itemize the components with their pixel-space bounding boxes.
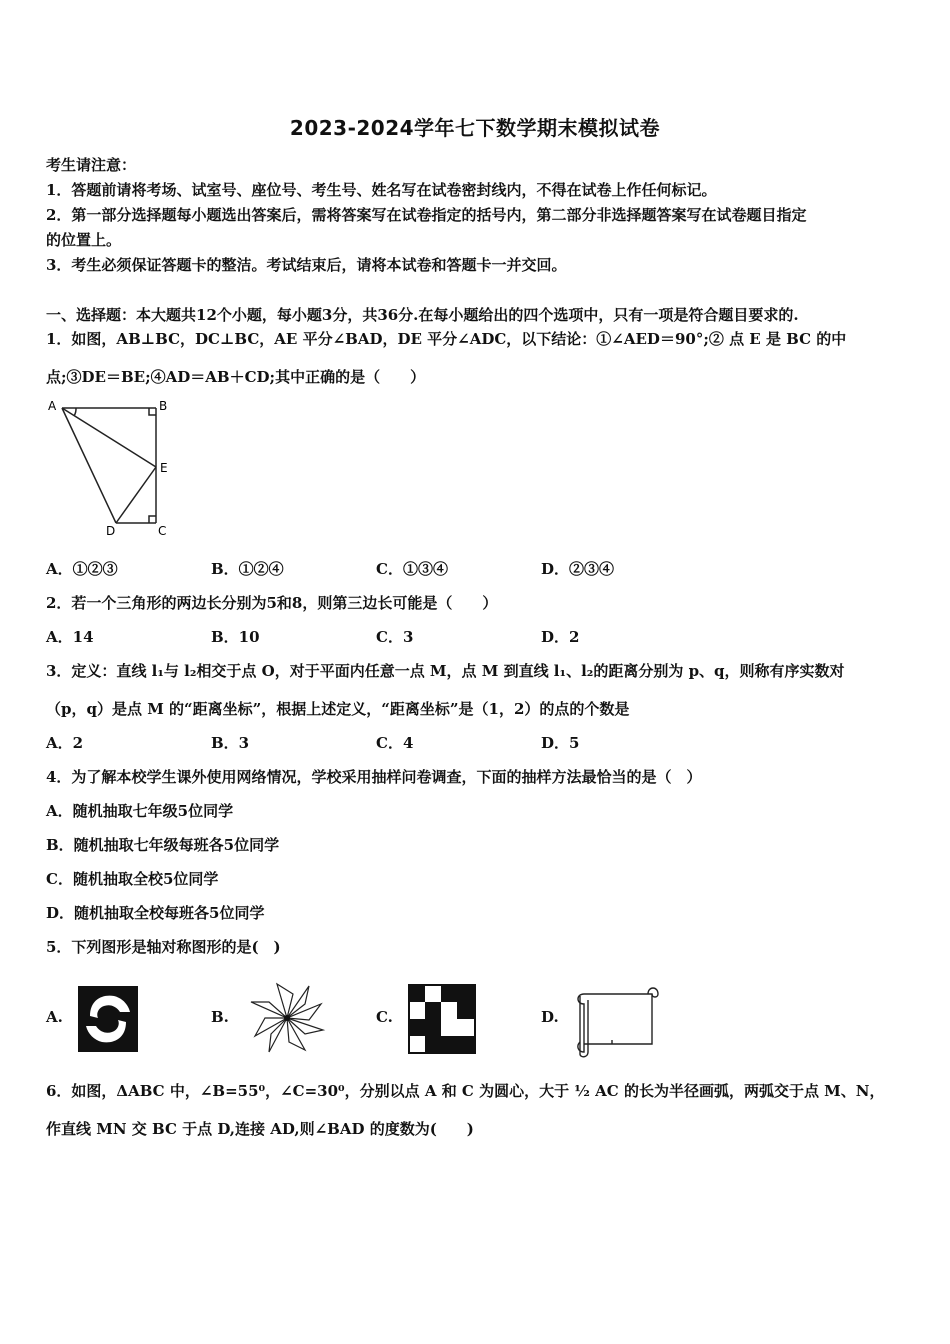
- scroll-right-curl: [648, 988, 658, 997]
- q4-option-a[interactable]: A．随机抽取七年级5位同学: [46, 802, 234, 820]
- q1-stem-line1: 1．如图，AB⊥BC，DC⊥BC，AE 平分∠BAD，DE 平分∠ADC，以下结论：①∠AED＝90°;② 点 E 是 BC 的中: [46, 330, 847, 348]
- right-angle-c: [149, 516, 156, 523]
- page-title: 2023-2024学年七下数学期末模拟试卷: [289, 116, 661, 140]
- q5-option-d-figure[interactable]: [572, 982, 660, 1058]
- q4-option-c[interactable]: C．随机抽取全校5位同学: [46, 870, 219, 888]
- q3-stem-line1: 3．定义：直线 l₁与 l₂相交于点 O，对于平面内任意一点 M，点 M 到直线 l₁、l₂的距离分别为 p、q，则称有序实数对: [46, 662, 845, 680]
- figure-c-block-2: [425, 1002, 441, 1019]
- q3-option-d[interactable]: D．5: [541, 734, 580, 752]
- q3-option-a[interactable]: A．2: [46, 734, 84, 752]
- scroll-left-roll: [578, 994, 584, 1052]
- q5-option-c-label[interactable]: C.: [376, 1008, 393, 1026]
- notice-item-3: 3．考生必须保证答题卡的整洁。考试结束后，请将本试卷和答题卡一并交回。: [46, 256, 567, 274]
- scroll-body: [584, 994, 652, 1044]
- q6-stem-line2: 作直线 MN 交 BC 于点 D,连接 AD,则∠BAD 的度数为( ): [46, 1120, 474, 1138]
- q3-stem-line2: （p，q）是点 M 的“距离坐标”，根据上述定义，“距离坐标”是（1，2）的点的个数是: [46, 700, 630, 718]
- q1-stem-line2: 点;③DE＝BE;④AD＝AB＋CD;其中正确的是（ ）: [46, 368, 426, 386]
- figure-c-block-6: [457, 1036, 475, 1053]
- q2-option-b[interactable]: B．10: [211, 628, 260, 646]
- q4-stem: 4．为了解本校学生课外使用网络情况，学校采用抽样问卷调查，下面的抽样方法最恰当的是（ ）: [46, 768, 702, 786]
- notice-item-1: 1．答题前请将考场、试室号、座位号、考生号、姓名写在试卷密封线内，不得在试卷上作任何标记。: [46, 181, 717, 199]
- q1-option-c[interactable]: C．①③④: [376, 560, 448, 578]
- q2-option-a[interactable]: A．14: [46, 628, 94, 646]
- section-heading: 一、选择题：本大题共12个小题，每小题3分，共36分.在每小题给出的四个选项中，只有一项是符合题目要求的.: [46, 306, 799, 324]
- q5-option-b-figure[interactable]: [247, 980, 327, 1056]
- q5-option-b-label[interactable]: B.: [211, 1008, 229, 1026]
- q5-option-c-figure[interactable]: [407, 983, 477, 1055]
- figure-c-block-1: [409, 985, 425, 1002]
- label-d: D: [106, 524, 116, 538]
- angle-arc-a: [74, 408, 76, 416]
- notice-item-2: 2．第一部分选择题每小题选出答案后，需将答案写在试卷指定的括号内，第二部分非选择题答案写在试卷题目指定: [46, 206, 807, 224]
- label-b: B: [159, 399, 168, 413]
- q1-option-b[interactable]: B．①②④: [211, 560, 284, 578]
- q2-option-d[interactable]: D．2: [541, 628, 580, 646]
- q2-stem: 2．若一个三角形的两边长分别为5和8，则第三边长可能是（ ）: [46, 594, 498, 612]
- label-e: E: [160, 461, 168, 475]
- segment-de: [116, 467, 156, 523]
- q2-option-c[interactable]: C．3: [376, 628, 414, 646]
- q3-option-c[interactable]: C．4: [376, 734, 414, 752]
- q5-option-a-figure[interactable]: [76, 984, 140, 1054]
- q3-option-b[interactable]: B．3: [211, 734, 250, 752]
- notice-heading: 考生请注意：: [46, 156, 137, 174]
- q1-option-d[interactable]: D．②③④: [541, 560, 615, 578]
- notice-item-2-cont: 的位置上。: [46, 231, 122, 249]
- q4-option-b[interactable]: B．随机抽取七年级每班各5位同学: [46, 836, 280, 854]
- q5-stem: 5．下列图形是轴对称图形的是( ): [46, 938, 281, 956]
- q1-option-a[interactable]: A．①②③: [46, 560, 118, 578]
- pinwheel-center: [284, 1015, 290, 1021]
- q1-figure: [40, 392, 175, 540]
- q6-stem-line1: 6．如图，ΔABC 中，∠B=55⁰，∠C=30⁰，分别以点 A 和 C 为圆心，大于 ½ AC 的长为半径画弧，两弧交于点 M、N，: [46, 1082, 885, 1100]
- pinwheel-blade-7: [251, 1002, 287, 1018]
- q4-option-d[interactable]: D．随机抽取全校每班各5位同学: [46, 904, 265, 922]
- right-angle-b: [149, 408, 156, 415]
- q5-option-d-label[interactable]: D.: [541, 1008, 559, 1026]
- label-a: A: [48, 399, 57, 413]
- q5-option-a-label[interactable]: A.: [46, 1008, 63, 1026]
- figure-c-block-3: [409, 1019, 425, 1036]
- label-c: C: [158, 524, 167, 538]
